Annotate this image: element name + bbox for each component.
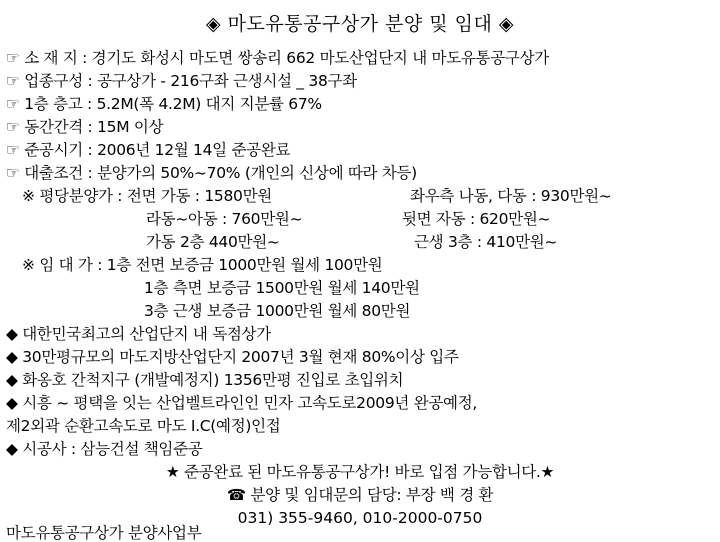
info-completion-date: ☞ 준공시기 : 2006년 12월 14일 준공완료 xyxy=(6,141,291,159)
footer-company: 마도유통공구상가 분양사업부 xyxy=(6,524,202,542)
bullet-item: ◆ 화옹호 간척지구 (개발예정지) 1356만평 진입로 초입위치 xyxy=(6,371,404,389)
price-right-row: 근생 3층 : 410만원~ xyxy=(414,233,558,251)
lease-row: 1층 측면 보증금 1500만원 월세 140만원 xyxy=(144,279,420,297)
price-right-row: 뒷면 자동 : 620만원~ xyxy=(402,210,551,228)
bullet-item: ◆ 30만평규모의 마도지방산업단지 2007년 3월 현재 80%이상 입주 xyxy=(6,348,459,366)
completion-notice: ★ 준공완료 된 마도유통공구상가! 바로 입점 가능합니다.★ xyxy=(165,463,555,481)
page-title: ◈ 마도유통공구상가 분양 및 임대 ◈ xyxy=(205,13,515,35)
price-left-row: 가동 2층 440만원~ xyxy=(146,233,280,251)
bullet-item: ◆ 시흥 ~ 평택을 잇는 산업벨트라인인 민자 고속도로2009년 완공예정, xyxy=(6,394,478,412)
info-location: ☞ 소 재 지 : 경기도 화성시 마도면 쌍송리 662 마도산업단지 내 마도유통공구상가 xyxy=(6,49,549,67)
lease-label: ※ 임 대 가 : 1층 전면 보증금 1000만원 월세 100만원 xyxy=(22,256,383,274)
bullet-item-continuation: 제2외곽 순환고속도로 마도 I.C(예정)인접 xyxy=(6,417,281,435)
info-ceiling-height: ☞ 1층 층고 : 5.2M(폭 4.2M) 대지 지분률 67% xyxy=(6,95,322,113)
price-right-row: 좌우측 나동, 다동 : 930만원~ xyxy=(410,187,612,205)
contact-phones: 031) 355-9460, 010-2000-0750 xyxy=(237,509,483,527)
price-left-row: 라동~아동 : 760만원~ xyxy=(146,210,303,228)
info-building-spacing: ☞ 동간간격 : 15M 이상 xyxy=(6,118,164,136)
info-composition: ☞ 업종구성 : 공구상가 - 216구좌 근생시설 _ 38구좌 xyxy=(6,72,357,90)
bullet-item: ◆ 시공사 : 삼능건설 책임준공 xyxy=(6,440,203,458)
info-loan-terms: ☞ 대출조건 : 분양가의 50%~70% (개인의 신상에 따라 차등) xyxy=(6,164,417,182)
bullet-item: ◆ 대한민국최고의 산업단지 내 독점상가 xyxy=(6,325,271,343)
price-label: ※ 평당분양가 : 전면 가동 : 1580만원 xyxy=(22,187,272,205)
lease-row: 3층 근생 보증금 1000만원 월세 80만원 xyxy=(144,302,411,320)
contact-person: ☎ 분양 및 임대문의 담당: 부장 백 경 환 xyxy=(226,486,494,504)
